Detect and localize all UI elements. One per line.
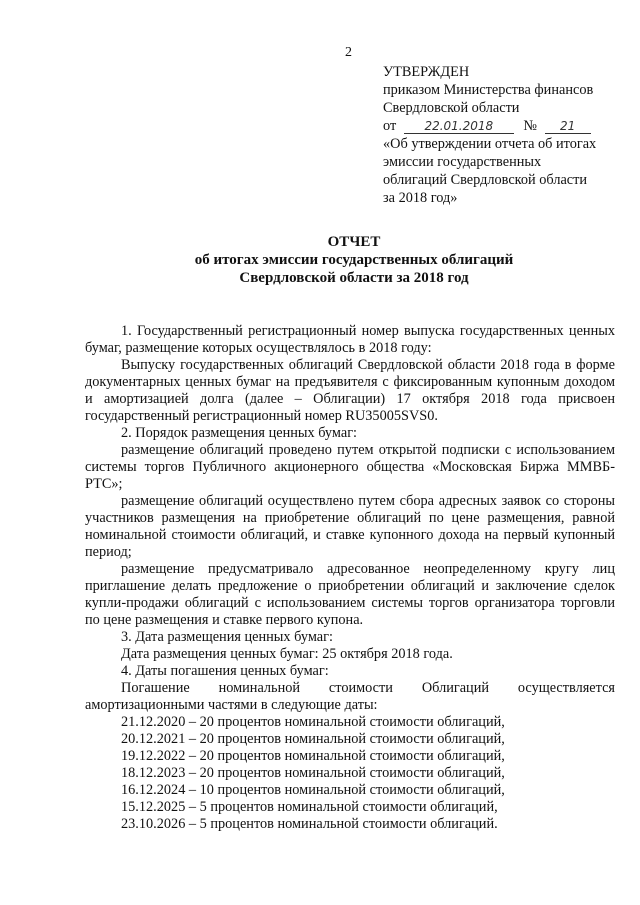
approval-block [383, 63, 613, 207]
repayment-dates-list [85, 714, 615, 833]
list-item: 16.12.2024 – 10 процентов номинальной стоимости облигаций, [121, 782, 505, 798]
paragraph-registration: Выпуску государственных облигаций Свердловской области 2018 года в форме документарных ценных бумаг на предъявителя с фиксированным купонным доходом и амортизацией долга (далее – Облигации) 17 октября 2018 года присвоен государственный регистрационный номер RU35005SVS0. [85, 357, 615, 424]
handwritten-number: 21 [545, 119, 591, 134]
list-item: 21.12.2020 – 20 процентов номинальной стоимости облигаций, [121, 714, 505, 730]
paragraph-section-3: 3. Дата размещения ценных бумаг: [121, 629, 333, 645]
paragraph-repayment: Погашение номинальной стоимости Облигаций осуществляется амортизационными частями в следующие даты: [85, 680, 615, 713]
approval-date-number-line [383, 117, 613, 135]
list-item: 18.12.2023 – 20 процентов номинальной стоимости облигаций, [121, 765, 505, 781]
document-body [85, 323, 615, 833]
list-item: 20.12.2021 – 20 процентов номинальной стоимости облигаций, [121, 731, 505, 747]
paragraph-subscription: размещение облигаций проведено путем открытой подписки с использованием системы торгов Публичного акционерного общества «Московская Биржа ММВБ-РТС»; [85, 442, 615, 492]
paragraph-section-4: 4. Даты погашения ценных бумаг: [121, 663, 329, 679]
title-line-2: об итогах эмиссии государственных облигаций [194, 252, 514, 268]
approval-subject-3: облигаций Свердловской области [383, 172, 588, 188]
document-title [0, 233, 640, 287]
title-line-3: Свердловской области за 2018 год [239, 270, 469, 286]
handwritten-date: 22.01.2018 [404, 119, 514, 134]
paragraph-bids: размещение облигаций осуществлено путем сбора адресных заявок со стороны участников размещения на приобретение облигаций по цене размещения, равной номинальной стоимости облигаций, и ставке купонного дохода на первый купонный период; [85, 493, 615, 560]
approval-subject-4: за 2018 год» [383, 190, 458, 206]
paragraph-placement-date: Дата размещения ценных бумаг: 25 октября 2018 года. [121, 646, 453, 662]
title-line-1: ОТЧЕТ [327, 234, 381, 250]
paragraph-section-1: 1. Государственный регистрационный номер выпуска государственных ценных бумаг, размещение которых осуществлялось в 2018 году: [85, 323, 615, 356]
approval-subject-1: «Об утверждении отчета об итогах [383, 136, 597, 152]
list-item: 19.12.2022 – 20 процентов номинальной стоимости облигаций, [121, 748, 505, 764]
page-number: 2 [345, 45, 352, 60]
approval-heading: УТВЕРЖДЕН [383, 64, 470, 80]
approval-subject-2: эмиссии государственных [383, 154, 542, 170]
approval-order-line: приказом Министерства финансов [383, 82, 594, 98]
paragraph-section-2: 2. Порядок размещения ценных бумаг: [121, 425, 358, 441]
approval-region-line: Свердловской области [383, 100, 520, 116]
list-item: 15.12.2025 – 5 процентов номинальной стоимости облигаций, [121, 799, 498, 815]
list-item: 23.10.2026 – 5 процентов номинальной стоимости облигаций. [121, 816, 498, 832]
paragraph-offer: размещение предусматривало адресованное неопределенному кругу лиц приглашение делать предложение о приобретении облигаций и заключение сделок купли-продажи облигаций с использованием системы торгов организатора торговли по цене размещения и ставке первого купона. [85, 561, 615, 628]
number-label: № [523, 118, 538, 134]
from-label: от [383, 118, 397, 134]
